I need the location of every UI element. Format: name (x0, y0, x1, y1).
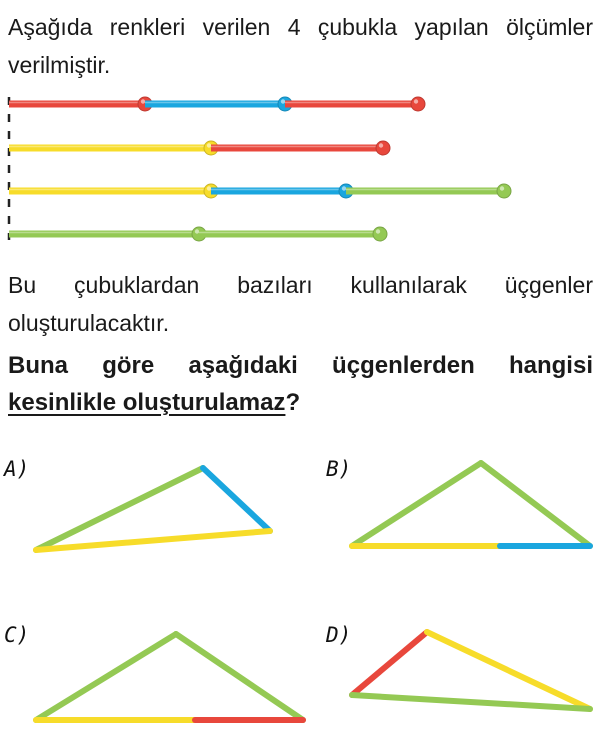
triangle-option-a (36, 468, 270, 550)
option-d-label[interactable]: D) (326, 623, 352, 647)
rod-yellow (9, 184, 218, 198)
rod-end-blue (278, 97, 292, 111)
rod-red (211, 141, 390, 155)
triangle-side-green (176, 634, 303, 720)
rod-end-yellow (204, 141, 218, 155)
rod-blue (145, 97, 292, 111)
triangle-side-green (481, 463, 590, 546)
rod-end-blue (339, 184, 353, 198)
question-suffix: ? (285, 389, 301, 416)
triangle-side-green (36, 468, 203, 550)
question-text (8, 347, 593, 421)
triangle-option-b (352, 463, 590, 546)
rod-end-yellow (204, 184, 218, 198)
rod-end-red (376, 141, 390, 155)
rod-end-red (138, 97, 152, 111)
option-c-label[interactable]: C) (4, 623, 30, 647)
rod-red (285, 97, 425, 111)
info-text: Bu çubuklardan bazıları kullanılarak üçgenler oluşturulacaktır. (8, 272, 593, 336)
rod-end-green (497, 184, 511, 198)
triangle-side-green (352, 695, 590, 709)
triangle-side-yellow (427, 632, 590, 709)
triangle-option-c (36, 634, 303, 720)
question-emphasis: kesinlikle oluşturulamaz (8, 389, 286, 416)
triangle-side-blue (203, 468, 270, 531)
rod-end-green (373, 227, 387, 241)
triangle-side-green (36, 634, 176, 720)
rod-green (199, 227, 387, 241)
option-a-label[interactable]: A) (4, 457, 30, 481)
option-b-label[interactable]: B) (326, 457, 352, 481)
triangle-option-d (352, 632, 590, 709)
triangle-side-red (352, 632, 427, 695)
rod-blue (211, 184, 353, 198)
rod-green (9, 227, 206, 241)
rod-end-red (411, 97, 425, 111)
rod-red (9, 97, 152, 111)
triangle-side-yellow (36, 531, 270, 550)
triangle-side-green (352, 463, 481, 546)
intro-text: Aşağıda renkleri verilen 4 çubukla yapılan ölçümler verilmiştir. (8, 14, 593, 78)
rod-green (346, 184, 511, 198)
rod-yellow (9, 141, 218, 155)
question-prefix: Buna göre aşağıdaki üçgenlerden hangisi (8, 352, 593, 379)
rod-end-green (192, 227, 206, 241)
